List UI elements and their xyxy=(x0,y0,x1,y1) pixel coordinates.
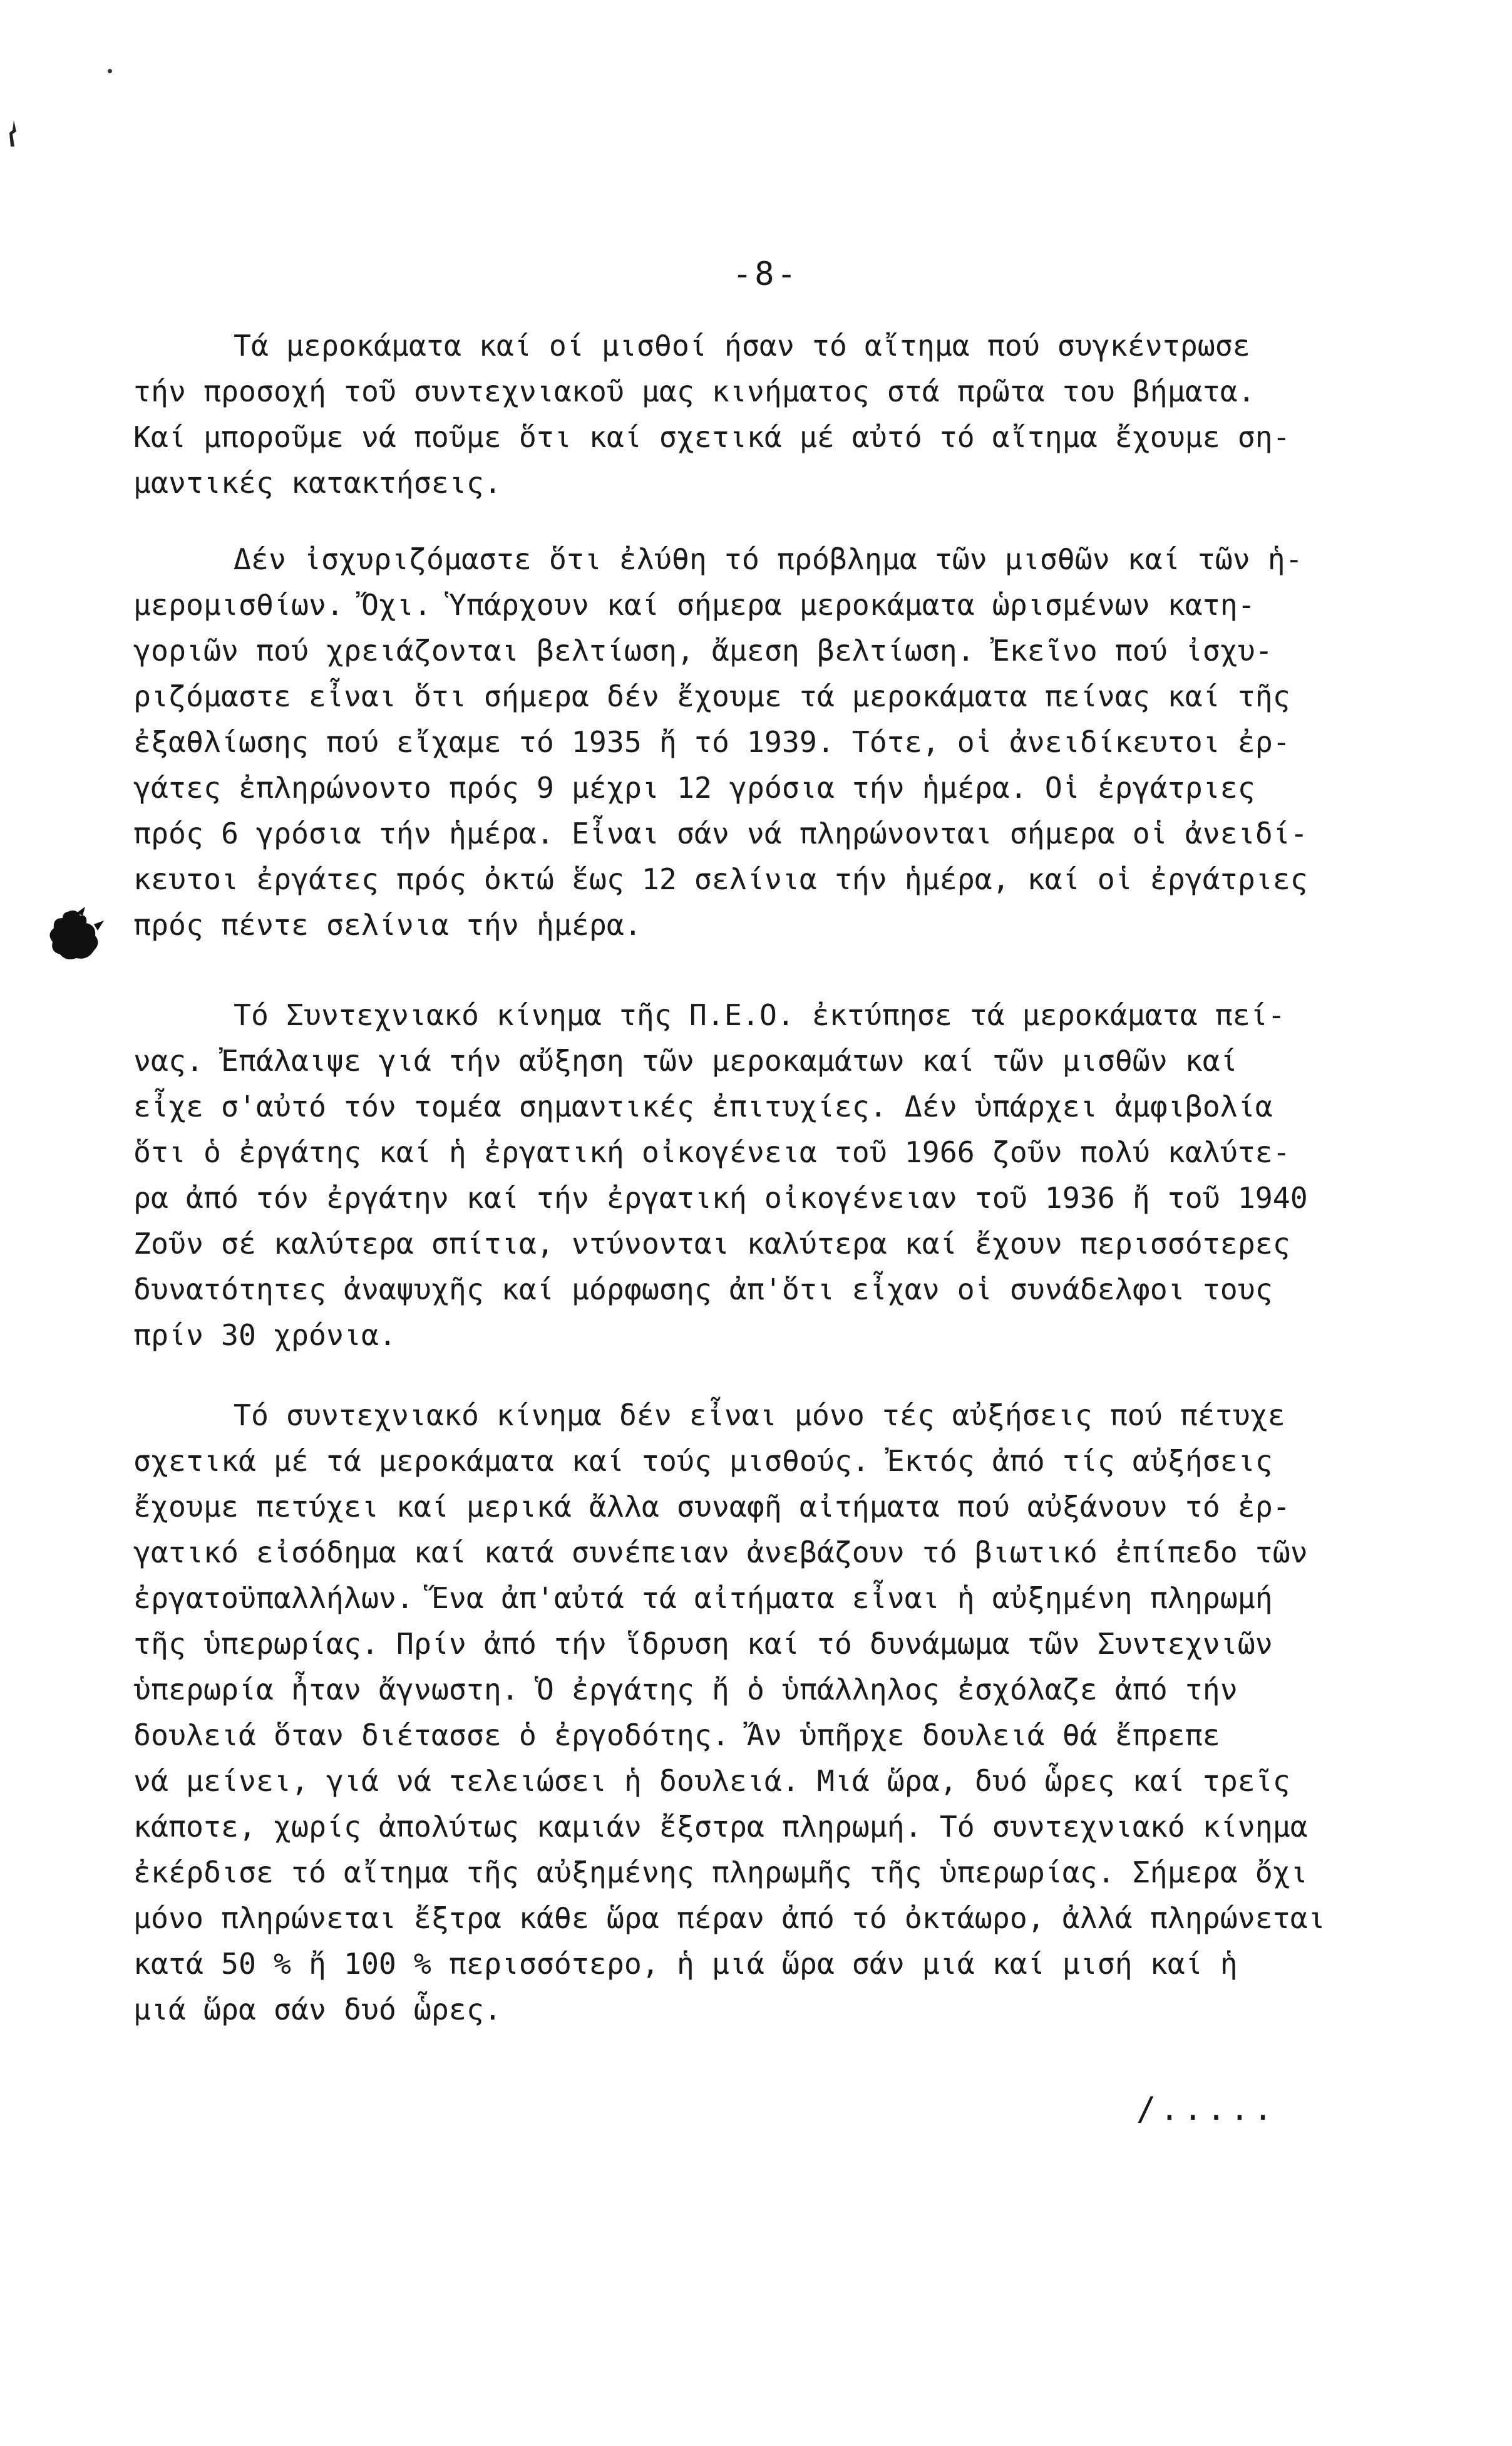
page-number: -8- xyxy=(733,255,799,293)
text-line: κάποτε, χωρίς ἀπολύτως καμιάν ἔξστρα πληρωμή. Τό συντεχνιακό κίνημα xyxy=(133,1810,1308,1844)
text-line: Τά μεροκάματα καί οί μισθοί ήσαν τό αἴτημα πού συγκέντρωσε xyxy=(234,329,1250,363)
ink-corner-mark xyxy=(5,119,23,148)
text-line: μαντικές κατακτήσεις. xyxy=(133,466,501,500)
text-line: κευτοι ἐργάτες πρός ὀκτώ ἕως 12 σελίνια τήν ἡμέρα, καί οἱ ἐργάτριες xyxy=(133,862,1308,896)
text-line: τῆς ὑπερωρίας. Πρίν ἀπό τήν ἵδρυση καί τό δυνάμωμα τῶν Συντεχνιῶν xyxy=(133,1627,1273,1661)
text-line: Τό συντεχνιακό κίνημα δέν εἶναι μόνο τές αὐξήσεις πού πέτυχε xyxy=(234,1398,1285,1432)
text-line: γοριῶν πού χρειάζονται βελτίωση, ἄμεση βελτίωση. Ἐκεῖνο πού ἰσχυ- xyxy=(133,634,1273,668)
text-line: νας. Ἐπάλαιψε γιά τήν αὔξηση τῶν μεροκαμάτων καί τῶν μισθῶν καί xyxy=(133,1044,1238,1078)
text-line: μιά ὥρα σάν δυό ὧρες. xyxy=(133,1993,501,2026)
text-line: εἶχε σ'αὐτό τόν τομέα σημαντικές ἐπιτυχίες. Δέν ὑπάρχει ἀμφιβολία xyxy=(133,1090,1273,1123)
continuation-mark: /..... xyxy=(1136,2090,1277,2128)
text-line: ριζόμαστε εἶναι ὅτι σήμερα δέν ἔχουμε τά μεροκάματα πείνας καί τῆς xyxy=(133,679,1290,713)
text-line: γατικό εἰσόδημα καί κατά συνέπειαν ἀνεβάζουν τό βιωτικό ἐπίπεδο τῶν xyxy=(133,1535,1308,1569)
text-line: νά μείνει, γιά νά τελειώσει ἡ δουλειά. Μιά ὥρα, δυό ὧρες καί τρεῖς xyxy=(133,1764,1290,1798)
text-line: κατά 50 % ἤ 100 % περισσότερο, ἡ μιά ὥρα σάν μιά καί μισή καί ἡ xyxy=(133,1947,1238,1981)
paragraph-3 xyxy=(133,993,1461,1358)
text-line: σχετικά μέ τά μεροκάματα καί τούς μισθούς. Ἐκτός ἀπό τίς αὐξήσεις xyxy=(133,1444,1273,1478)
text-line: μόνο πληρώνεται ἔξτρα κάθε ὥρα πέραν ἀπό τό ὀκτάωρο, ἀλλά πληρώνεται xyxy=(133,1901,1325,1935)
text-line: Ζοῦν σέ καλύτερα σπίτια, ντύνονται καλύτερα καί ἔχουν περισσότερες xyxy=(133,1227,1290,1261)
text-line: ὑπερωρία ἦταν ἄγνωστη. Ὁ ἐργάτης ἤ ὁ ὑπάλληλος ἐσχόλαζε ἀπό τήν xyxy=(133,1673,1238,1706)
text-line: ὅτι ὁ ἐργάτης καί ἡ ἐργατική οἰκογένεια τοῦ 1966 ζοῦν πολύ καλύτε- xyxy=(133,1135,1290,1169)
text-line: δυνατότητες ἀναψυχῆς καί μόρφωσης ἀπ'ὅτι εἶχαν οἱ συνάδελφοι τους xyxy=(133,1272,1273,1306)
text-line: ἐκέρδισε τό αἴτημα τῆς αὐξημένης πληρωμῆς τῆς ὑπερωρίας. Σήμερα ὄχι xyxy=(133,1855,1308,1889)
text-line: Καί μποροῦμε νά ποῦμε ὅτι καί σχετικά μέ αὐτό τό αἴτημα ἔχουμε ση- xyxy=(133,420,1290,454)
ink-speck-mark xyxy=(108,69,112,73)
text-line: μερομισθίων. Ὄχι. Ὑπάρχουν καί σήμερα μεροκάματα ὡρισμένων κατη- xyxy=(133,588,1255,622)
text-line: ρα ἀπό τόν ἐργάτην καί τήν ἐργατική οἰκογένειαν τοῦ 1936 ἤ τοῦ 1940 xyxy=(133,1181,1308,1215)
paragraph-2 xyxy=(133,537,1461,948)
text-line: πρός 6 γρόσια τήν ἡμέρα. Εἶναι σάν νά πληρώνονται σήμερα οἱ ἀνειδί- xyxy=(133,817,1308,850)
text-line: ἐργατοϋπαλλήλων. Ἕνα ἀπ'αὐτά τά αἰτήματα εἶναι ἡ αὐξημένη πληρωμή xyxy=(133,1581,1273,1615)
text-line: Δέν ἰσχυριζόμαστε ὅτι ἐλύθη τό πρόβλημα τῶν μισθῶν καί τῶν ἡ- xyxy=(234,542,1303,576)
text-line: πρίν 30 χρόνια. xyxy=(133,1318,396,1352)
text-line: πρός πέντε σελίνια τήν ἡμέρα. xyxy=(133,908,642,942)
paragraph-4 xyxy=(133,1393,1461,2033)
paragraph-1 xyxy=(133,323,1461,506)
text-line: τήν προσοχή τοῦ συντεχνιακοῦ μας κινήματος στά πρῶτα του βήματα. xyxy=(133,374,1255,408)
text-line: ἐξαθλίωσης πού εἴχαμε τό 1935 ἤ τό 1939. Τότε, οἱ ἀνειδίκευτοι ἐρ- xyxy=(133,725,1290,759)
ink-blot-mark xyxy=(44,907,106,963)
text-line: Τό Συντεχνιακό κίνημα τῆς Π.Ε.Ο. ἐκτύπησε τά μεροκάματα πεί- xyxy=(234,998,1285,1032)
text-line: δουλειά ὅταν διέτασσε ὁ ἐργοδότης. Ἄν ὑπῆρχε δουλειά θά ἔπρεπε xyxy=(133,1718,1220,1752)
text-line: γάτες ἐπληρώνοντο πρός 9 μέχρι 12 γρόσια τήν ἡμέρα. Οἱ ἐργάτριες xyxy=(133,771,1255,805)
text-line: ἔχουμε πετύχει καί μερικά ἄλλα συναφῆ αἰτήματα πού αὐξάνουν τό ἐρ- xyxy=(133,1490,1290,1524)
